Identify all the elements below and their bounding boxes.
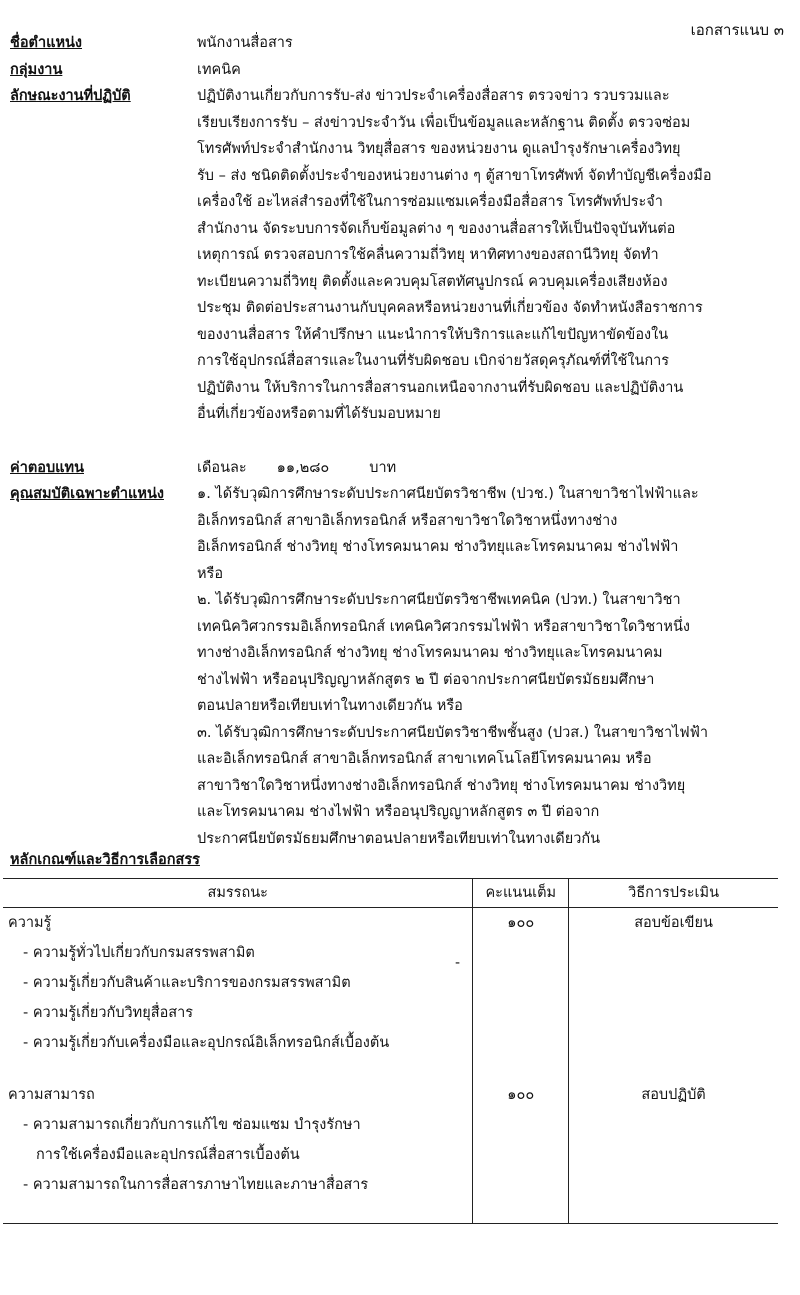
job-description-line: สำนักงาน จัดระบบการจัดเก็บข้อมูลต่าง ๆ ของงานสื่อสารให้เป็นปัจจุบันทันต่อ xyxy=(197,220,676,237)
position-name-label: ชื่อตำแหน่ง xyxy=(10,35,83,51)
job-description-line: อื่นที่เกี่ยวข้องหรือตามที่ได้รับมอบหมาย xyxy=(197,406,441,422)
competency-item: - ความรู้ทั่วไปเกี่ยวกับกรมสรรพสามิต xyxy=(23,945,255,961)
field-compensation xyxy=(10,455,790,482)
work-group-label: กลุ่มงาน xyxy=(10,62,63,78)
full-score-value: ๑๐๐ xyxy=(507,915,535,931)
job-description-line: รับ – ส่ง ชนิดติดตั้งประจำของหน่วยงานต่าง ๆ ตู้สาขาโทรศัพท์ จัดทำบัญชีเครื่องมือ xyxy=(197,167,712,184)
qualification-line: ทางช่างอิเล็กทรอนิกส์ ช่างวิทยุ ช่างโทรคมนาคม ช่างวิทยุและโทรคมนาคม xyxy=(197,645,663,661)
competency-title: ความสามารถ xyxy=(8,1087,95,1103)
job-description-line: ของงานสื่อสาร ให้คำปรึกษา แนะนำการให้บริการและแก้ไขปัญหาขัดข้องใน xyxy=(197,326,669,343)
qualifications-label: คุณสมบัติเฉพาะตำแหน่ง xyxy=(10,486,164,502)
method-value: สอบข้อเขียน xyxy=(634,915,713,931)
header-full-score: คะแนนเต็ม xyxy=(473,879,569,908)
competency-cell xyxy=(3,908,473,1081)
compensation-label: ค่าตอบแทน xyxy=(10,460,84,476)
full-score-cell xyxy=(473,1080,569,1224)
job-description-line: ประชุม ติดต่อประสานงานกับบุคคลหรือหน่วยงานที่เกี่ยวข้อง จัดทำหนังสือราชการ xyxy=(197,300,703,316)
attachment-label: เอกสารแนบ ๓ xyxy=(690,21,784,39)
job-description-line: เหตุการณ์ ตรวจสอบการใช้คลื่นความถี่วิทยุ หาทิศทางของสถานีวิทยุ จัดทำ xyxy=(197,247,659,263)
salary-unit: บาท xyxy=(369,460,397,476)
header-competency: สมรรถนะ xyxy=(3,879,473,908)
competency-cell xyxy=(3,1080,473,1224)
field-position-name xyxy=(10,30,790,57)
header-assessment-method: วิธีการประเมิน xyxy=(569,879,778,908)
job-description-value xyxy=(197,83,787,428)
qualification-line: และอิเล็กทรอนิกส์ สาขาอิเล็กทรอนิกส์ สาขาเทคโนโลยีโทรคมนาคม หรือ xyxy=(197,751,652,767)
qualification-line: สาขาวิชาใดวิชาหนึ่งทางช่างอิเล็กทรอนิกส์ ช่างวิทยุ ช่างโทรคมนาคม ช่างวิทยุ xyxy=(197,777,686,794)
compensation-value xyxy=(197,455,787,482)
qualification-line: ตอนปลายหรือเทียบเท่าในทางเดียวกัน หรือ xyxy=(197,698,463,714)
competency-item: - ความรู้เกี่ยวกับวิทยุสื่อสาร xyxy=(23,1005,194,1021)
job-description-label: ลักษณะงานที่ปฏิบัติ xyxy=(10,88,131,104)
qualification-line: ช่างไฟฟ้า หรืออนุปริญญาหลักสูตร ๒ ปี ต่อจากประกาศนียบัตรมัธยมศึกษา xyxy=(197,671,655,688)
qualification-line: เทคนิควิศวกรรมอิเล็กทรอนิกส์ เทคนิควิศวกรรมไฟฟ้า หรือสาขาวิชาใดวิชาหนึ่ง xyxy=(197,618,690,635)
competency-item: - ความรู้เกี่ยวกับสินค้าและบริการของกรมสรรพสามิต xyxy=(23,975,351,991)
job-description-line: โทรศัพท์ประจำสำนักงาน วิทยุสื่อสาร ของหน่วยงาน ดูแลบำรุงรักษาเครื่องวิทยุ xyxy=(197,141,681,157)
selection-criteria-title: หลักเกณฑ์และวิธีการเลือกสรร xyxy=(10,852,200,868)
job-description-line: การใช้อุปกรณ์สื่อสารและในงานที่รับผิดชอบ เบิกจ่ายวัสดุครุภัณฑ์ที่ใช้ในการ xyxy=(197,353,670,369)
qualification-line: ประกาศนียบัตรมัธยมศึกษาตอนปลายหรือเทียบเท่าในทางเดียวกัน xyxy=(197,830,601,847)
job-description-line: เครื่องใช้ อะไหล่สำรองที่ใช้ในการซ่อมแซมเครื่องมือสื่อสาร โทรศัพท์ประจำ xyxy=(197,194,663,210)
competency-item: - ความสามารถเกี่ยวกับการแก้ไข ซ่อมแซม บำรุงรักษา xyxy=(23,1117,361,1133)
method-cell xyxy=(569,908,778,1081)
qualifications-value xyxy=(197,481,787,852)
stray-dash-mark: - xyxy=(455,955,461,971)
method-cell xyxy=(569,1080,778,1224)
selection-criteria-table xyxy=(3,878,778,1224)
qualification-line: ๓. ได้รับวุฒิการศึกษาระดับประกาศนียบัตรวิชาชีพชั้นสูง (ปวส.) ในสาขาวิชาไฟฟ้า xyxy=(197,724,709,741)
qualification-line: อิเล็กทรอนิกส์ สาขาอิเล็กทรอนิกส์ หรือสาขาวิชาใดวิชาหนึ่งทางช่าง xyxy=(197,512,618,529)
job-description-line: ปฏิบัติงานเกี่ยวกับการรับ-ส่ง ข่าวประจำเครื่องสื่อสาร ตรวจข่าว รวบรวมและ xyxy=(197,88,670,104)
table-row xyxy=(3,908,778,1081)
qualification-line: อิเล็กทรอนิกส์ ช่างวิทยุ ช่างโทรคมนาคม ช่างวิทยุและโทรคมนาคม ช่างไฟฟ้า xyxy=(197,539,679,555)
job-description-line: ปฏิบัติงาน ให้บริการในการสื่อสารนอกเหนือจากงานที่รับผิดชอบ และปฏิบัติงาน xyxy=(197,379,684,396)
job-description-line: เรียบเรียงการรับ – ส่งข่าวประจำวัน เพื่อเป็นข้อมูลและหลักฐาน ติดตั้ง ตรวจซ่อม xyxy=(197,114,691,131)
position-name-value: พนักงานสื่อสาร xyxy=(197,35,293,51)
salary-prefix: เดือนละ xyxy=(197,460,247,476)
qualification-line: หรือ xyxy=(197,565,224,582)
salary-amount: ๑๑,๒๘๐ xyxy=(276,460,330,476)
competency-item-continued: การใช้เครื่องมือและอุปกรณ์สื่อสารเบื้องต้น xyxy=(36,1147,300,1163)
competency-title: ความรู้ xyxy=(8,915,52,931)
qualification-line: ๑. ได้รับวุฒิการศึกษาระดับประกาศนียบัตรวิชาชีพ (ปวช.) ในสาขาวิชาไฟฟ้าและ xyxy=(197,486,699,502)
qualification-line: ๒. ได้รับวุฒิการศึกษาระดับประกาศนียบัตรวิชาชีพเทคนิค (ปวท.) ในสาขาวิชา xyxy=(197,592,681,608)
full-score-cell xyxy=(473,908,569,1081)
method-value: สอบปฏิบัติ xyxy=(641,1087,706,1103)
job-description-line: ทะเบียนความถี่วิทยุ ติดตั้งและควบคุมโสตทัศนูปกรณ์ ควบคุมเครื่องเสียงห้อง xyxy=(197,273,668,290)
table-row xyxy=(3,1080,778,1224)
competency-item: - ความรู้เกี่ยวกับเครื่องมือและอุปกรณ์อิเล็กทรอนิกส์เบื้องต้น xyxy=(23,1035,390,1051)
work-group-value: เทคนิค xyxy=(197,62,241,78)
full-score-value: ๑๐๐ xyxy=(507,1087,535,1103)
field-work-group xyxy=(10,57,790,84)
qualification-line: และโทรคมนาคม ช่างไฟฟ้า หรืออนุปริญญาหลักสูตร ๓ ปี ต่อจาก xyxy=(197,804,600,820)
competency-item: - ความสามารถในการสื่อสารภาษาไทยและภาษาสื่อสาร xyxy=(23,1177,369,1193)
field-job-description xyxy=(10,83,790,428)
field-qualifications xyxy=(10,481,790,853)
table-header-row xyxy=(3,879,778,908)
